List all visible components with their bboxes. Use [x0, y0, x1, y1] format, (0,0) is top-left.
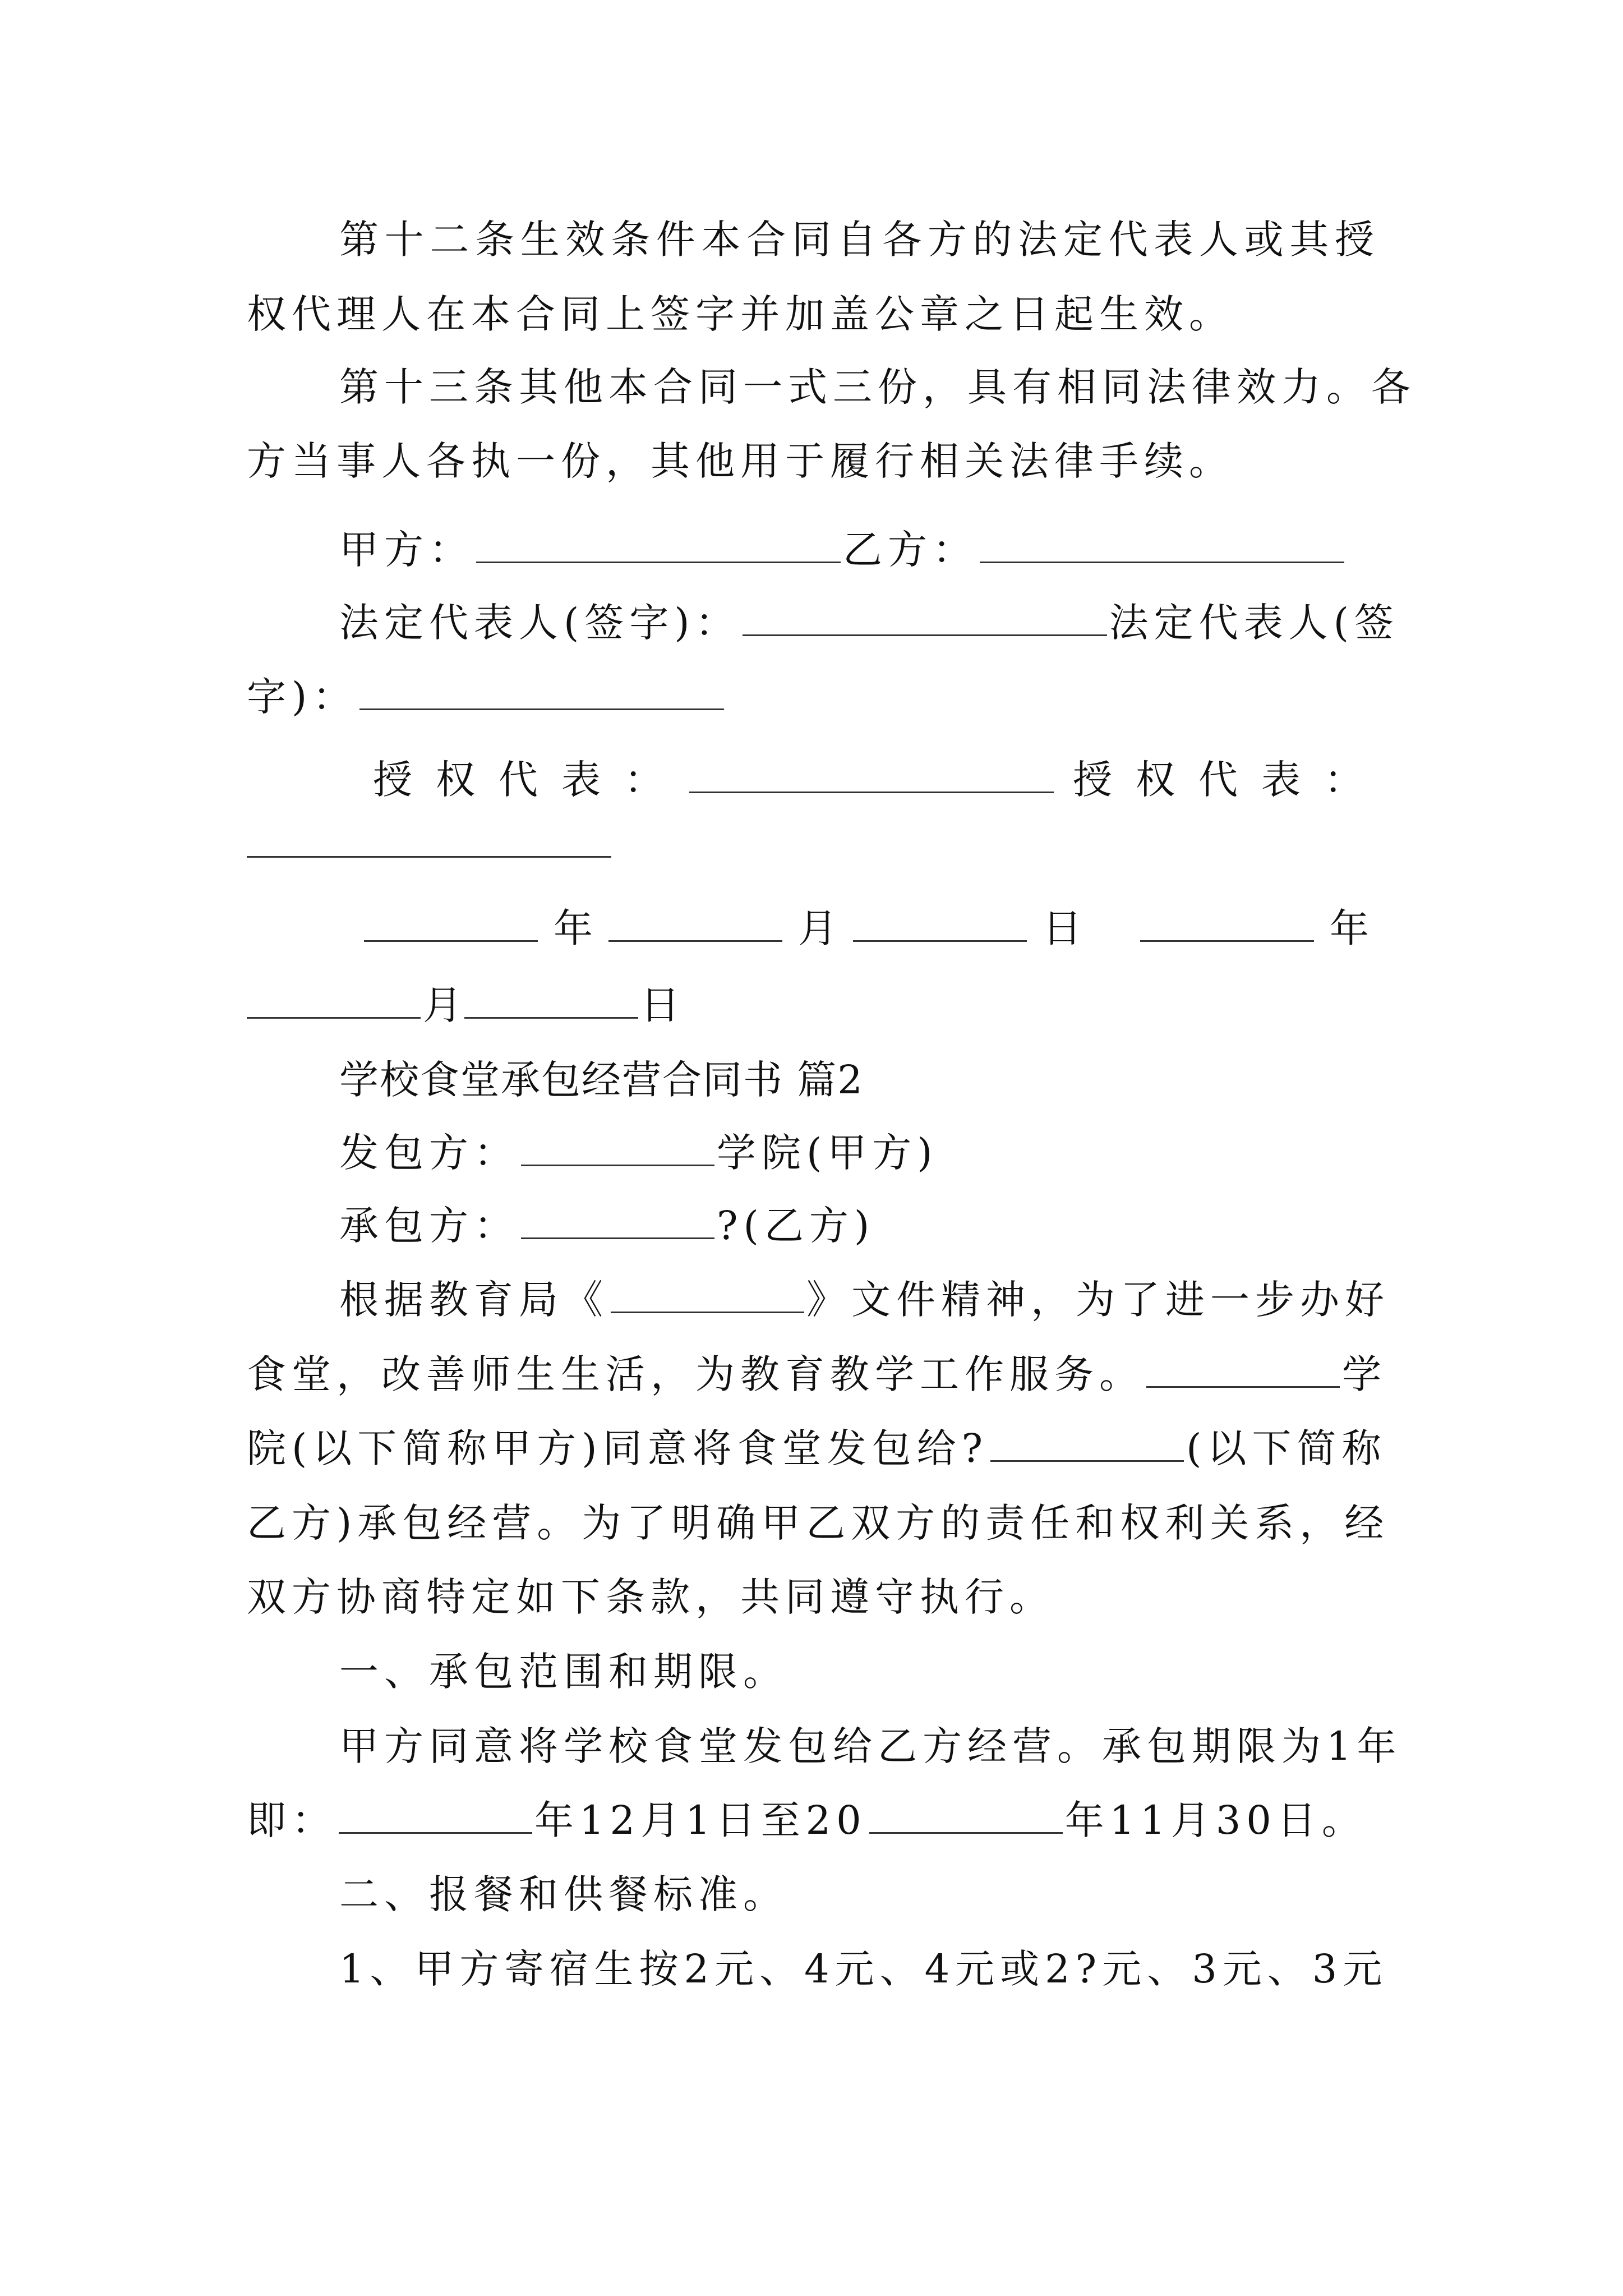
auth-rep-b-blank [247, 821, 611, 858]
legal-rep-continuation [247, 666, 1380, 728]
college-name-blank [1146, 1351, 1340, 1388]
contractor-suffix: ?(乙方) [717, 1203, 875, 1249]
date-b-month-blank [247, 982, 421, 1019]
date-b-year-label: 年 [1330, 905, 1369, 951]
date-b-day-blank [464, 982, 638, 1019]
legal-rep-b-label-continued: 字)： [247, 674, 358, 720]
employer-suffix: 学院(甲方) [717, 1130, 938, 1176]
clause-1-line-1: 甲方同意将学校食堂发包给乙方经营。承包期限为1年 [339, 1723, 1402, 1769]
intro-line-1 [339, 1269, 1472, 1331]
contractor-blank [521, 1203, 714, 1239]
legal-rep-b-blank [359, 674, 724, 710]
auth-rep-b-blank-row [247, 813, 1380, 875]
party-a-blank [476, 527, 841, 563]
legal-rep-row [339, 592, 1472, 654]
date-a-day-blank [853, 905, 1027, 942]
intro-line-3-text: 院(以下简称甲方)同意将食堂发包给? [247, 1425, 989, 1471]
contractor-label: 承包方： [339, 1203, 519, 1249]
clause-2-item-1: 1、甲方寄宿生按2元、4元、4元或2?元、3元、3元 [339, 1946, 1388, 1992]
auth-rep-b-label: 授权代表： [1073, 757, 1387, 803]
clause-1-line-2 [247, 1789, 1380, 1851]
article-12-line-1: 第十二条生效条件本合同自各方的法定代表人或其授 [339, 217, 1380, 263]
article-12-line-2: 权代理人在本合同上签字并加盖公章之日起生效。 [247, 291, 1234, 337]
clause-1-line-2-end: 年11月30日。 [1064, 1797, 1367, 1843]
signing-date-row [362, 898, 1495, 959]
intro-line-2-text: 食堂，改善师生生活，为教育教学工作服务。 [247, 1351, 1144, 1397]
auth-rep-row [373, 749, 1506, 811]
auth-rep-a-label: 授权代表： [373, 757, 687, 803]
intro-line-2 [247, 1343, 1387, 1405]
legal-rep-a-blank [743, 600, 1107, 636]
clause-1-line-2-middle: 年12月1日至20 [534, 1797, 867, 1843]
date-a-month-blank [608, 905, 782, 942]
article-13-line-2: 方当事人各执一份，其他用于履行相关法律手续。 [247, 438, 1234, 484]
employer-row [339, 1122, 1472, 1184]
start-year-blank [339, 1797, 532, 1834]
article-13-line-1: 第十三条其他本合同一式三份，具有相同法律效力。各 [339, 364, 1416, 410]
intro-line-4: 乙方)承包经营。为了明确甲乙双方的责任和权利关系，经 [247, 1500, 1390, 1546]
intro-line-2-end: 学 [1342, 1351, 1387, 1397]
date-a-year-blank [364, 905, 538, 942]
intro-line-3-end: (以下简称 [1186, 1425, 1387, 1471]
employer-label: 发包方： [339, 1130, 519, 1176]
date-a-day-label: 日 [1043, 905, 1082, 951]
date-b-year-blank [1140, 905, 1314, 942]
party-b-blank [980, 527, 1344, 563]
contractor-row [339, 1195, 1472, 1257]
intro-line-5: 双方协商特定如下条款，共同遵守执行。 [247, 1574, 1054, 1620]
intro-line-3 [247, 1418, 1387, 1479]
clause-1-line-2-start: 即： [247, 1797, 336, 1843]
signing-date-row-continued [247, 974, 1380, 1036]
date-b-month-label: 月 [423, 982, 462, 1028]
clause-2-title: 二、报餐和供餐标准。 [339, 1871, 788, 1917]
intro-line-1-start: 根据教育局《 [339, 1277, 608, 1323]
document-name-blank [611, 1277, 804, 1313]
party-a-label: 甲方： [339, 527, 474, 573]
date-b-day-label: 日 [640, 982, 680, 1028]
clause-1-title: 一、承包范围和期限。 [339, 1649, 788, 1695]
legal-rep-b-label: 法定代表人(签 [1109, 600, 1399, 646]
party-b-label: 乙方： [843, 527, 978, 573]
legal-rep-a-label: 法定代表人(签字)： [339, 600, 740, 646]
contractor-name-blank [990, 1425, 1184, 1462]
end-year-blank [869, 1797, 1063, 1834]
section-2-title: 学校食堂承包经营合同书 篇2 [339, 1057, 864, 1103]
party-signature-row [339, 519, 1472, 581]
employer-blank [521, 1130, 714, 1166]
auth-rep-a-blank [689, 757, 1054, 793]
date-a-year-label: 年 [554, 905, 593, 951]
date-a-month-label: 月 [798, 905, 837, 951]
intro-line-1-end: 》文件精神，为了进一步办好 [806, 1277, 1390, 1323]
